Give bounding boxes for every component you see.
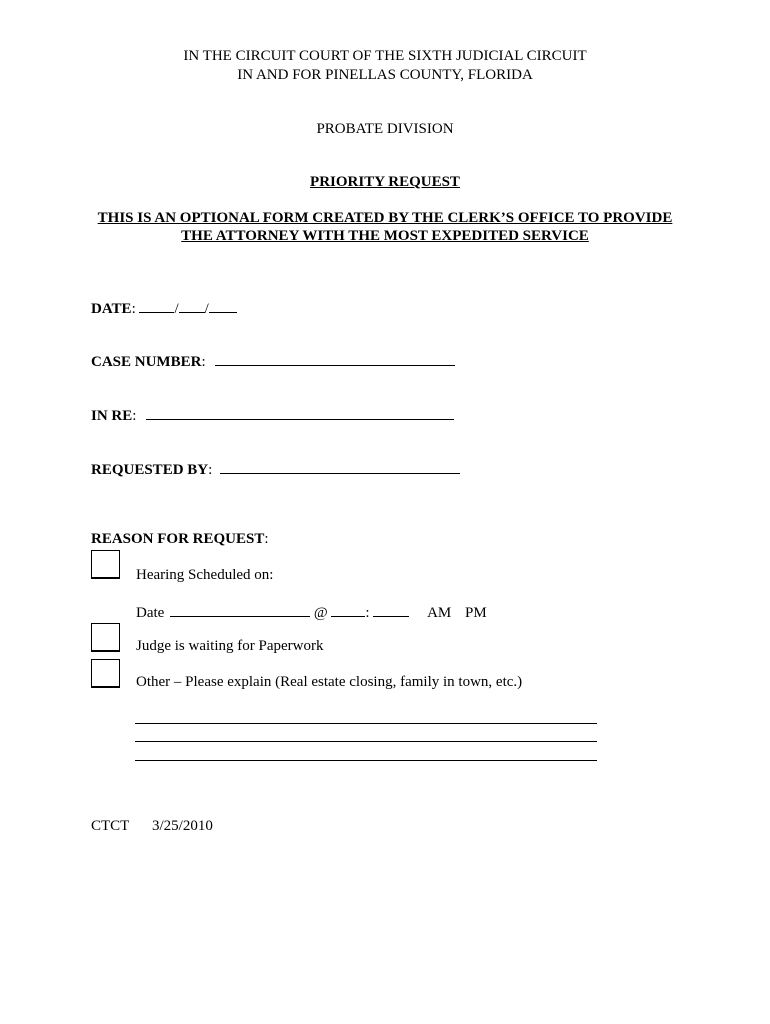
date-day-blank[interactable] [179, 298, 205, 313]
am-option[interactable]: AM [427, 605, 452, 621]
hearing-checkbox[interactable] [91, 550, 120, 579]
in-re-label: IN RE [91, 408, 133, 424]
requested-by-field: REQUESTED BY: [91, 459, 460, 479]
case-number-label: CASE NUMBER [91, 354, 202, 370]
case-number-blank[interactable] [215, 351, 455, 366]
in-re-blank[interactable] [146, 405, 454, 420]
reason-heading: REASON FOR REQUEST: [91, 531, 269, 547]
hearing-date-line: Date @ : AM PM [136, 602, 487, 622]
date-year-blank[interactable] [209, 298, 237, 313]
notice-line-1: THIS IS AN OPTIONAL FORM CREATED BY THE CLERK’S OFFICE TO PROVIDE [97, 210, 673, 226]
other-option-label: Other – Please explain (Real estate closing, family in town, etc.) [136, 674, 523, 690]
judge-option-label: Judge is waiting for Paperwork [136, 638, 324, 654]
division-title: PROBATE DIVISION [316, 121, 454, 137]
pm-option[interactable]: PM [465, 605, 487, 621]
court-line-1: IN THE CIRCUIT COURT OF THE SIXTH JUDICIAL CIRCUIT [183, 48, 587, 64]
hearing-date-blank[interactable] [170, 602, 310, 617]
date-field: DATE: / / [91, 298, 237, 318]
footer-code: CTCT [91, 818, 130, 834]
footer-date: 3/25/2010 [152, 818, 213, 834]
other-checkbox[interactable] [91, 659, 120, 688]
explain-line-1[interactable] [135, 723, 597, 724]
hearing-date-label: Date [136, 605, 165, 621]
case-number-field: CASE NUMBER: [91, 351, 455, 371]
court-line-2: IN AND FOR PINELLAS COUNTY, FLORIDA [237, 67, 533, 83]
requested-by-label: REQUESTED BY [91, 462, 209, 478]
judge-checkbox[interactable] [91, 623, 120, 652]
hearing-minute-blank[interactable] [373, 602, 409, 617]
form-title: PRIORITY REQUEST [310, 174, 460, 190]
explain-line-2[interactable] [135, 741, 597, 742]
notice-line-2: THE ATTORNEY WITH THE MOST EXPEDITED SERVICE [181, 228, 589, 244]
hearing-option-label: Hearing Scheduled on: [136, 567, 274, 583]
date-month-blank[interactable] [139, 298, 174, 313]
requested-by-blank[interactable] [220, 459, 460, 474]
date-label: DATE [91, 301, 132, 317]
at-symbol: @ [313, 605, 328, 621]
hearing-hour-blank[interactable] [331, 602, 365, 617]
explain-line-3[interactable] [135, 760, 597, 761]
in-re-field: IN RE: [91, 405, 454, 425]
